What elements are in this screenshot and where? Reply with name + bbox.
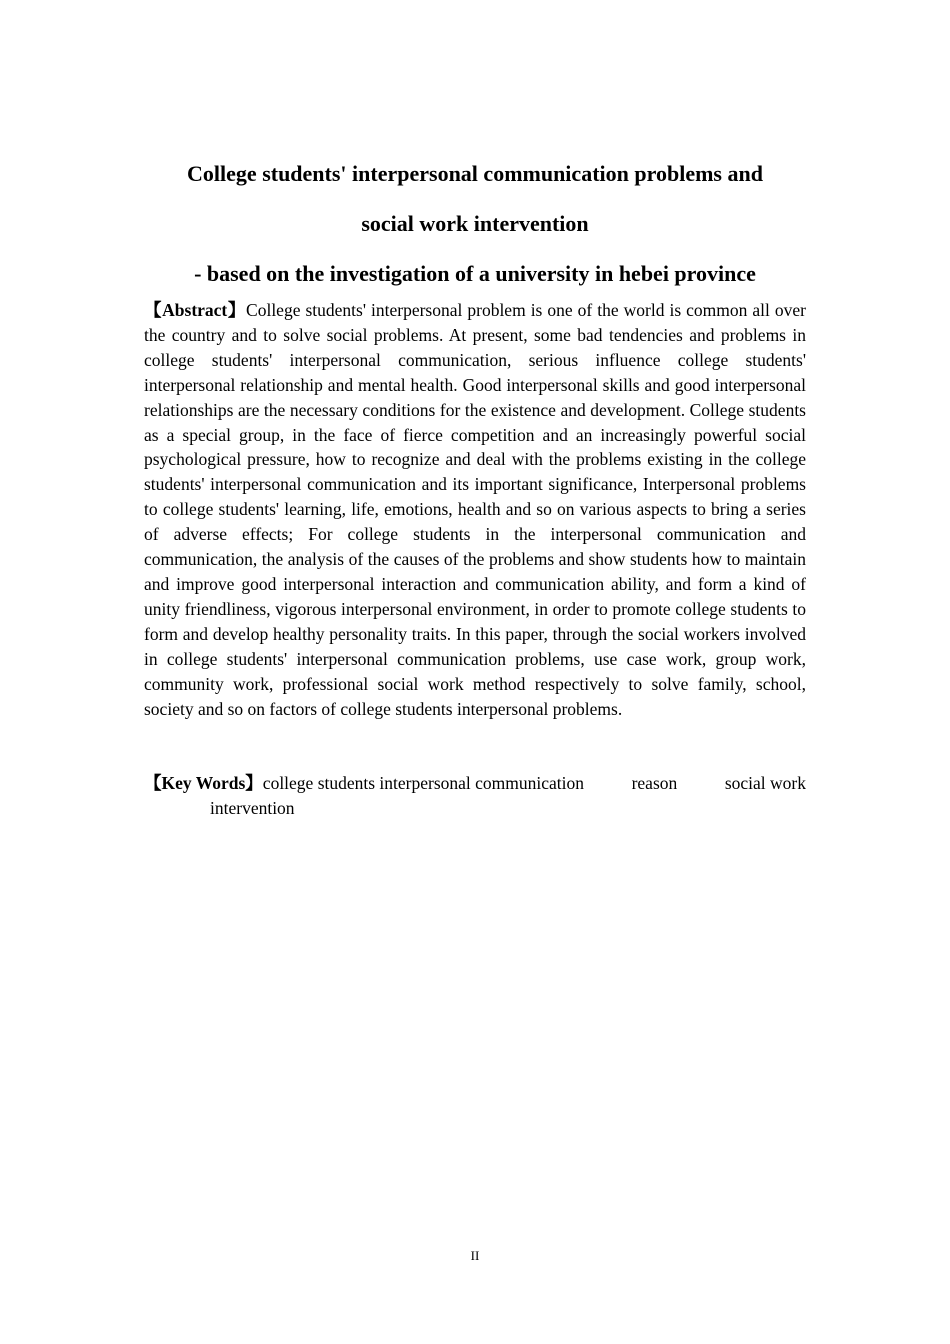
keywords-continuation [144,796,806,821]
abstract-text: College students' interpersonal problem is one of the world is common all over the country and to solve social problems. At present, some bad tendencies and problems in college students' interpersonal communication, serious influence college students' interpersonal relationship and mental health. Good interpersonal skills and good interpersonal relationships are the necessary conditions for the existence and development. College students as a special group, in the face of fierce competition and an increasingly powerful social psychological pressure, how to recognize and deal with the problems existing in the college students' interpersonal communication and its important significance, Interpersonal problems to college students' learning, life, emotions, health and so on various aspects to bring a series of adverse effects; For college students in the interpersonal communication and communication, the analysis of the causes of the problems and show students how to maintain and improve good interpersonal interaction and communication ability, and form a kind of unity friendliness, vigorous interpersonal environment, in order to promote college students to form and develop healthy personality traits. In this paper, through the social workers involved in college students' interpersonal communication problems, use case work, group work, community work, professional social work method respectively to solve family, school, society and so on factors of college students interpersonal problems. [144,300,806,719]
keyword-item: reason [631,773,678,793]
abstract-label: 【Abstract】 [144,300,247,320]
keyword-item: college students interpersonal communication [262,773,585,793]
keyword-item: intervention [210,797,295,818]
title-line-1: College students' interpersonal communication problems and [187,161,763,186]
subtitle: - based on the investigation of a university in hebei province [194,261,756,286]
keywords-line [144,771,806,796]
title-line-2: social work intervention [361,211,589,236]
page-number: II [470,1248,480,1263]
keyword-group-1 [144,771,584,796]
keywords-section [144,771,806,821]
keyword-item: social work [724,773,806,793]
abstract-paragraph [144,298,806,721]
keywords-label: 【Key Words】 [144,773,263,793]
